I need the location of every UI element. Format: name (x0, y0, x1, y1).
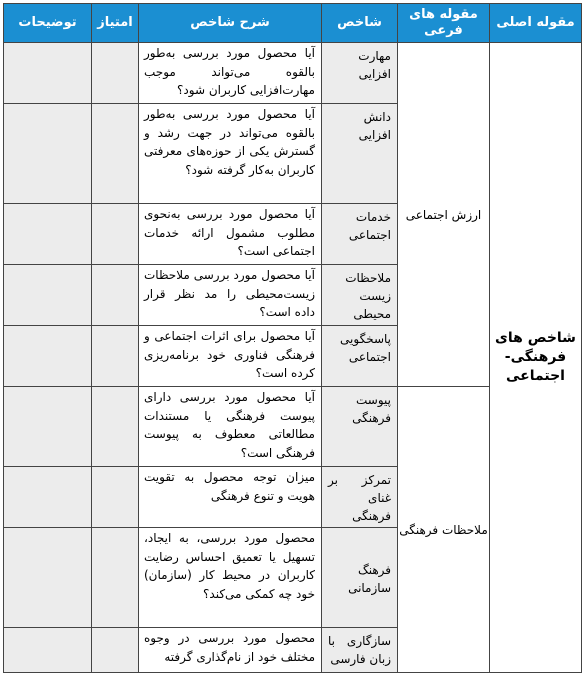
notes-cell (4, 104, 92, 204)
indicator-cell: پیوست فرهنگی (322, 387, 398, 467)
indicator-cell: ملاحظات زیست محیطی (322, 265, 398, 326)
score-cell (92, 528, 139, 628)
notes-cell (4, 43, 92, 104)
header-notes: توضیحات (4, 4, 92, 43)
notes-cell (4, 204, 92, 265)
description-cell: محصول مورد بررسی، به ایجاد، تسهیل یا تعمیق احساس رضایت کاربران در محیط کار (سازمان) خود چه کمکی می‌کند؟ (139, 528, 322, 628)
sub-category-cell: ارزش اجتماعی (398, 43, 490, 387)
evaluation-table (3, 3, 582, 673)
header-sub-category: مقوله های فرعی (398, 4, 490, 43)
header-main-category: مقوله اصلی (490, 4, 582, 43)
indicator-cell: دانش افزایی (322, 104, 398, 204)
notes-cell (4, 628, 92, 673)
header-row (4, 4, 582, 43)
score-cell (92, 628, 139, 673)
notes-cell (4, 467, 92, 528)
description-cell: آیا محصول مورد بررسی دارای پیوست فرهنگی یا مستندات مطالعاتی معطوف به پیوست فرهنگی است؟ (139, 387, 322, 467)
notes-cell (4, 265, 92, 326)
description-cell: میزان توجه محصول به تقویت هویت و تنوع فرهنگی (139, 467, 322, 528)
header-indicator-description: شرح شاخص (139, 4, 322, 43)
score-cell (92, 387, 139, 467)
table-row (4, 43, 582, 104)
indicator-cell: پاسخگویی اجتماعی (322, 326, 398, 387)
indicator-cell: مهارت افزایی (322, 43, 398, 104)
header-indicator: شاخص (322, 4, 398, 43)
score-cell (92, 104, 139, 204)
score-cell (92, 204, 139, 265)
header-score: امتیاز (92, 4, 139, 43)
indicator-cell: تمرکز بر غنای فرهنگی (322, 467, 398, 528)
score-cell (92, 326, 139, 387)
notes-cell (4, 528, 92, 628)
description-cell: آیا محصول مورد بررسی به‌طور بالقوه می‌تواند در جهت رشد و گسترش یکی از حوزه‌های معرفتی کاربران به‌کار گرفته شود؟ (139, 104, 322, 204)
indicator-cell: سازگاری با زبان فارسی (322, 628, 398, 673)
score-cell (92, 265, 139, 326)
description-cell: آیا محصول برای اثرات اجتماعی و فرهنگی فناوری خود برنامه‌ریزی کرده است؟ (139, 326, 322, 387)
notes-cell (4, 387, 92, 467)
score-cell (92, 43, 139, 104)
description-cell: آیا محصول مورد بررسی به‌نحوی مطلوب مشمول ارائه خدمات اجتماعی است؟ (139, 204, 322, 265)
indicator-cell: فرهنگ سازمانی (322, 528, 398, 628)
sub-category-cell: ملاحظات فرهنگی (398, 387, 490, 673)
description-cell: آیا محصول مورد بررسی ملاحظات زیست‌محیطی را مد نظر قرار داده است؟ (139, 265, 322, 326)
indicator-cell: خدمات اجتماعی (322, 204, 398, 265)
description-cell: آیا محصول مورد بررسی به‌طور بالقوه می‌تواند موجب مهارت‌افزایی کاربران شود؟ (139, 43, 322, 104)
main-category-cell: شاخص های فرهنگی- اجتماعی (490, 43, 582, 673)
description-cell: محصول مورد بررسی در وجوه مختلف خود از نام‌گذاری گرفته (139, 628, 322, 673)
notes-cell (4, 326, 92, 387)
score-cell (92, 467, 139, 528)
